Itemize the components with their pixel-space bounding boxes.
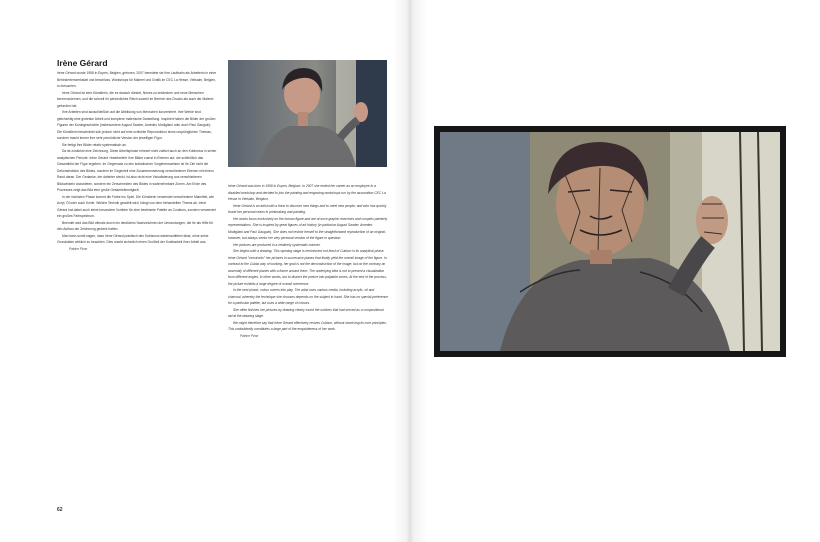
- artwork-frame: [434, 126, 786, 357]
- english-paragraph: We might therefore say that Irène Gérard effectively revives Cubism, without observing its core principles. This undoubtedly constitutes a large part of the exquisiteness of her work.: [228, 320, 387, 331]
- english-paragraph: She begins with a drawing. This opening stage is reminiscent not least of Cubism in its analytical phase. Irène Gérard "constructs" her pictures in successive planes that finally yield the overall image of the figure. In contrast to the Cubist way of working, her goal is not the deconstruction of the image, but on the contrary an assembly of different planes with a frame around them. The underlying idea is not to present a visualization from different angles, in other words, but to dissect the picture into palpable zones. At the end of the process, the picture exhibits a large degree of overall coherence.: [228, 249, 387, 286]
- german-paragraph: Irène Gérard wurde 1958 in Eupen, Belgien, geboren. 2007 beendete sie ihre Laufbahn als Arbeiterin in einer Behindertenwerkstatt und beschloss, Workshops für Malerei und Grafik im CEC La Hesse, Vielsalm, Belgien, zu besuchen.: [57, 71, 217, 88]
- article-title: Irène Gérard: [57, 58, 108, 68]
- german-paragraph: Da ist zunächst eine Zeichnung. Diese Arbeitsphase erinnert nicht zuletzt auch an den Kubismus in seiner analytischen Periode. Irène Gérard »bearbeitet« ihre Bilder zuerst in Ebenen auf, die schließlich das Gesamtbild der Figur ergeben. Im Gegensatz zu den kubistischen Vorgehensweisen ist ihr Ziel nicht die Dekonstruktion des Bildes, sondern im Gegenteil eine Zusammensetzung verschiedener Ebenen mit einem Rand daran. Der Gedanke, der dahinter steckt, ist also nicht eine Visualisierung aus verschiedenen Blickwinkeln anzubieten, sondern ein Zerschneiden des Bildes in wahrnehmbare Zonen. Am Ende des Prozesses zeigt das Bild eine große Gesamtstimmigkeit.: [57, 149, 217, 192]
- artwork-painting: [440, 132, 780, 351]
- artist-photograph: [228, 60, 387, 167]
- german-signature: Patrice Piron: [69, 246, 88, 251]
- english-signature: Patrice Piron: [240, 333, 259, 338]
- english-paragraph: She often finishes her pictures by drawing clearly round the outlines that had served as a compositional aid at the drawing stage.: [228, 307, 384, 318]
- english-paragraph: Irène Gérard is an artist with a thirst to discover new things and to meet new people, and who has quickly found her personal realm in printmaking and painting.: [228, 203, 387, 214]
- german-paragraph: Irène Gérard ist eine Künstlerin, die es danach dürstet, Neues zu entdecken und neue Menschen kennenzulernen, und die schnell ihr persönliches Reich sowohl im Bereich des Drucks als auch der Malerei gefunden hat.: [57, 90, 214, 108]
- english-paragraph: Her works focus exclusively on the human figure and are at once graphic exercises and complex painterly representations. She is inspired by great figures of art history (in particular August Sander, Amedeo Modigliani and Paul Gauguin). She does not restrict herself to the straightforward reproduction of an original, however, but always seeks her very personal version of the figure in question.: [228, 216, 388, 240]
- english-paragraph: Irène Gérard was born in 1958 in Eupen, Belgium. In 2007 she ended her career as an employee in a disabled workshop and decided to join the painting and engraving workshops run by the association CEC La Hesse in Vielsalm, Belgium.: [228, 184, 386, 201]
- page-number: 62: [57, 507, 63, 513]
- german-paragraph: Beendet wird das Bild oftmals durch ein deutliches Nachzeichnen der Umrandungen, die ihr als Hilfe für den Aufbau der Zeichnung gedient hatten.: [57, 220, 214, 231]
- german-paragraph: In der nächsten Phase kommt die Farbe ins Spiel. Die Künstlerin verwendet verschiedene Malmittel, wie Acryl, Öl oder auch Kohle. Welche Technik gewählt wird, hängt von dem behandelten Thema ab. Irène Gérard hat dabei auch keine besondere Vorliebe für eine bestimmte Palette an Couleurs, sondern verwendet ein großes Farbspektrum.: [57, 194, 216, 218]
- book-gutter: [392, 0, 428, 542]
- english-paragraph: In the next phase, colour comes into play. The artist uses various media, including acrylic, oil and charcoal, whereby the technique she chooses depends on the subject in hand. She has no special preference for a particular palette, but uses a wide range of colours.: [228, 288, 389, 305]
- german-text-column: [57, 70, 217, 252]
- english-paragraph: Her pictures are produced in a relatively systematic manner.: [233, 242, 321, 247]
- german-paragraph: Man kann somit sagen, dass Irène Gérard praktisch den Kubismus wiederaufleben lässt, ohne seine Grundsätze wirklich zu beachten. Dies macht sicherlich einen Großteil der Kostbarkeit ihrer Arbeit aus.: [57, 233, 209, 244]
- german-paragraph: Sie fertigt ihre Bilder relativ systematisch an.: [62, 142, 127, 147]
- english-text-column: [228, 183, 388, 339]
- german-paragraph: Ihre Arbeiten sind ausschließlich auf die Abbildung von Menschen konzentriert. Ihre Werke sind gleichzeitig eine groteske Arbeit und komplexe malerische Darstellung. Inspiriert haben die Bilder der großen Figuren der Kunstgeschichte (insbesondere August Sander, Amedeo Modigliani oder auch Paul Gauguin). Die Künstlerin beschränkt sich jedoch nicht auf eine schlichte Reproduktion eines ursprünglichen Themas, sondern macht immer ihre sehr persönliche Version der jeweiligen Figur.: [57, 110, 216, 140]
